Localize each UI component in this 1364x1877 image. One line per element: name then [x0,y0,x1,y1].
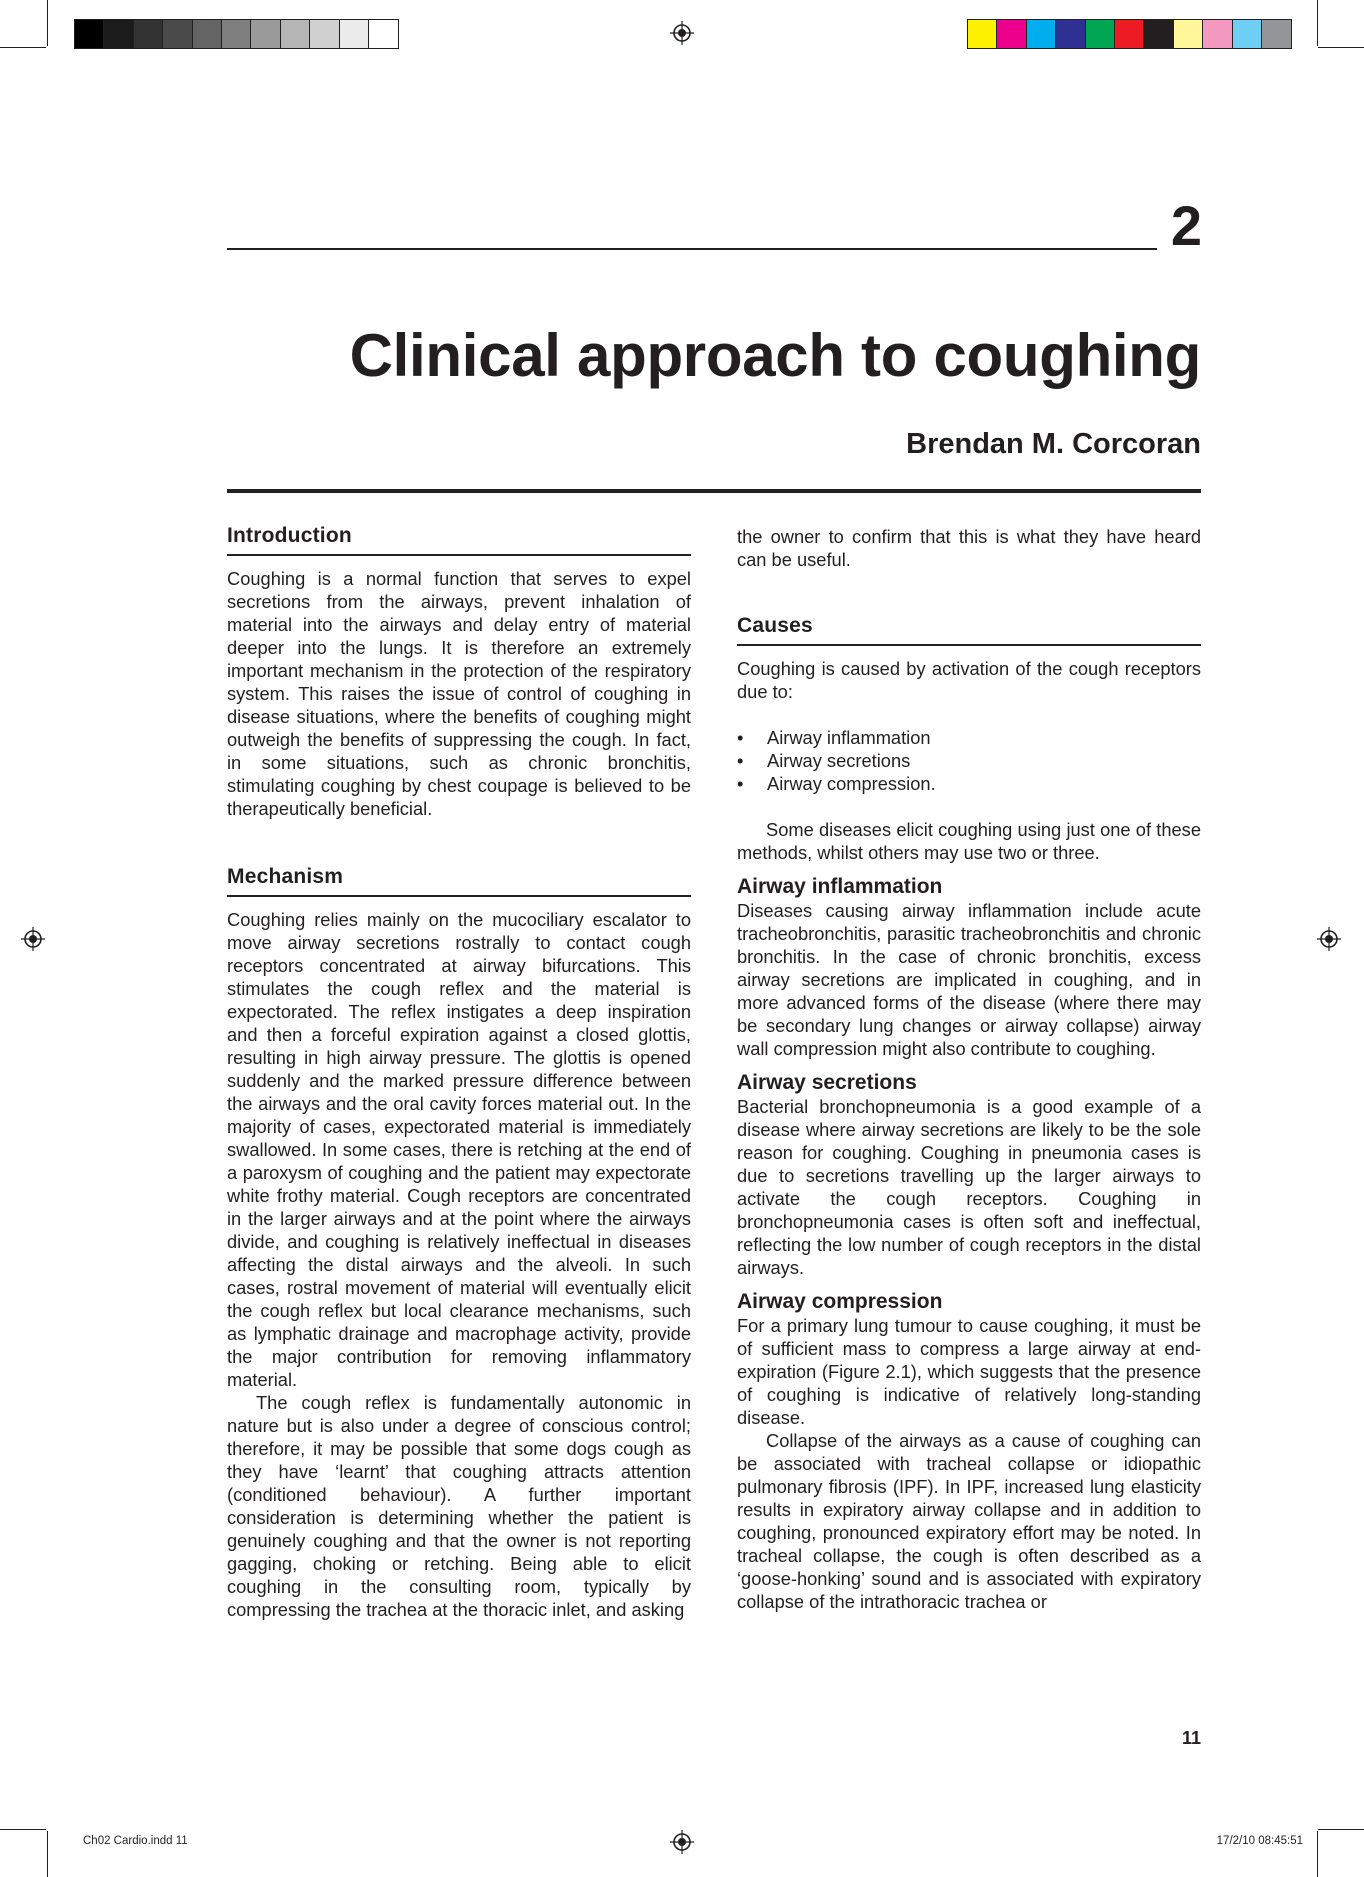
registration-mark-icon [21,927,45,951]
color-patch [1027,20,1056,48]
color-patch [1144,20,1173,48]
chapter-author: Brendan M. Corcoran [906,428,1201,460]
crop-mark [1317,0,1318,46]
color-patch [104,20,133,48]
print-slug-filename: Ch02 Cardio.indd 11 [83,1835,188,1847]
list-item: • Airway inflammation [737,726,1201,749]
airway-compression-paragraph-1: For a primary lung tumour to cause coughing, it must be of sufficient mass to compress a large airway at end-expiration (Figure 2.1), which suggests that the presence of coughing is indicative of relatively long-standing disease. [737,1315,1201,1428]
crop-mark [47,1831,48,1877]
grayscale-color-bar [74,19,399,49]
airway-inflammation-paragraph: Diseases causing airway inflammation include acute tracheobronchitis, parasitic tracheobronchitis and chronic bronchitis. In the case of chronic bronchitis, excess airway secretions are implicated in coughing, and in more advanced forms of the disease (where there may be secondary lung changes or airway collapse) airway wall compression might also contribute to coughing. [737,900,1201,1059]
crop-mark [1317,1831,1318,1877]
color-patch [369,20,398,48]
color-patch [1056,20,1085,48]
list-item: • Airway secretions [737,749,1201,772]
crop-mark [0,47,46,48]
chapter-title: Clinical approach to coughing [349,322,1201,389]
crop-mark [47,0,48,46]
registration-mark-icon [670,1830,694,1854]
crop-mark [1318,47,1364,48]
crop-mark [1318,1829,1364,1830]
section-heading-introduction: Introduction [227,525,691,556]
subheading-airway-inflammation: Airway inflammation [737,875,943,898]
right-column [737,525,1201,1613]
color-patch [1203,20,1232,48]
introduction-paragraph: Coughing is a normal function that serves to expel secretions from the airways, prevent inhalation of material into the airways and delay entry of material deeper into the lungs. It is therefore an extremely important mechanism in the protection of the respiratory system. This raises the issue of control of coughing in disease situations, where the benefits of coughing might outweigh the benefits of suppressing the cough. In fact, in some situations, such as chronic bronchitis, stimulating coughing by chest coupage is believed to be therapeutically beneficial. [227,568,691,819]
mechanism-paragraph-1: Coughing relies mainly on the mucociliary escalator to move airway secretions rostrally to contact cough receptors concentrated at airway bifurcations. This stimulates the cough reflex and the material is expectorated. The reflex instigates a deep inspiration and then a forceful expiration against a closed glottis, resulting in high airway pressure. The glottis is opened suddenly and the marked pressure difference between the airways and the oral cavity forces material out. In the majority of cases, expectorated material is immediately swallowed. In some cases, there is retching at the end of a paroxysm of coughing and the patient may expectorate white frothy material. Cough receptors are concentrated in the larger airways and at the point where the airways divide, and coughing is relatively ineffectual in diseases affecting the distal airways and the alveoli. In such cases, rostral movement of material will eventually elicit the cough reflex but local clearance mechanisms, such as lymphatic drainage and macrophage activity, provide the major contribution for removing inflammatory material. [227,909,691,1390]
subheading-airway-compression: Airway compression [737,1290,943,1313]
color-patch [281,20,310,48]
color-patch [75,20,104,48]
color-patch [222,20,251,48]
left-column [227,525,691,1621]
color-patch [1174,20,1203,48]
list-item: • Airway compression. [737,772,1201,795]
chapter-number: 2 [1170,194,1201,257]
print-slug-timestamp: 17/2/10 08:45:51 [1216,1835,1303,1847]
color-patch [310,20,339,48]
registration-mark-icon [670,21,694,45]
registration-mark-icon [1317,927,1341,951]
color-patch [134,20,163,48]
color-patch [163,20,192,48]
section-heading-causes: Causes [737,615,1201,646]
color-patch [340,20,369,48]
page-number: 11 [1181,1728,1201,1748]
color-patch [251,20,280,48]
color-patch [1115,20,1144,48]
color-patch [968,20,997,48]
section-heading-mechanism: Mechanism [227,866,691,897]
mechanism-paragraph-2-continued: the owner to confirm that this is what they have heard can be useful. [737,526,1201,570]
color-patch [1086,20,1115,48]
color-patch [997,20,1026,48]
color-patch [1262,20,1291,48]
title-divider [227,489,1201,493]
causes-summary-paragraph: Some diseases elicit coughing using just one of these methods, whilst others may use two or three. [737,819,1201,863]
chapter-number-rule [227,248,1157,250]
process-color-bar [967,19,1292,49]
color-patch [193,20,222,48]
crop-mark [0,1829,46,1830]
causes-intro-paragraph: Coughing is caused by activation of the cough receptors due to: [737,658,1201,702]
airway-compression-paragraph-2: Collapse of the airways as a cause of coughing can be associated with tracheal collapse or idiopathic pulmonary fibrosis (IPF). In IPF, increased lung elasticity results in expiratory airway collapse and in addition to coughing, pronounced expiratory effort may be noted. In tracheal collapse, the cough is often described as a ‘goose-honking’ sound and is associated with expiratory collapse of the intrathoracic trachea or [737,1430,1201,1612]
airway-secretions-paragraph: Bacterial bronchopneumonia is a good example of a disease where airway secretions are likely to be the sole reason for coughing. Coughing in pneumonia cases is due to secretions travelling up the larger airways to activate the cough receptors. Coughing in bronchopneumonia cases is often soft and ineffectual, reflecting the low number of cough receptors in the distal airways. [737,1096,1201,1278]
mechanism-paragraph-2: The cough reflex is fundamentally autonomic in nature but is also under a degree of conscious control; therefore, it may be possible that some dogs cough as they have ‘learnt’ that coughing attracts attention (conditioned behaviour). A further important consideration is determining whether the patient is genuinely coughing and that the owner is not reporting gagging, choking or retching. Being able to elicit coughing in the consulting room, typically by compressing the trachea at the thoracic inlet, and asking [227,1392,691,1620]
causes-bullet-list [737,726,1201,795]
subheading-airway-secretions: Airway secretions [737,1071,917,1094]
color-patch [1233,20,1262,48]
